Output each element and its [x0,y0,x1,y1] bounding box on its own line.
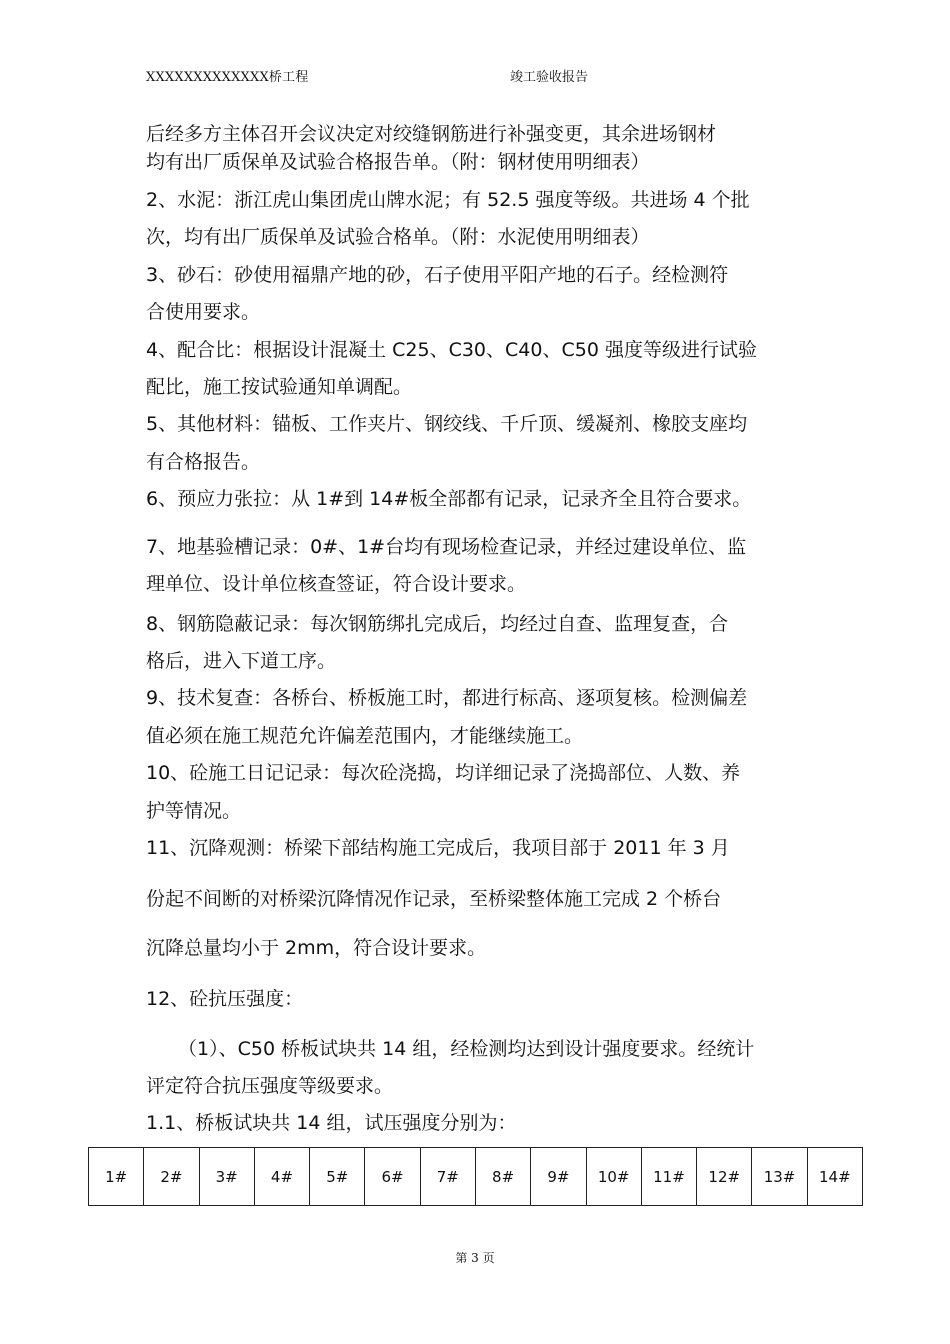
table-cell: 9# [531,1148,586,1206]
table-cell: 4# [254,1148,309,1206]
text-line: 合使用要求。 [146,301,261,323]
text-line: 9、技术复查：各桥台、桥板施工时，都进行标高、逐项复核。检测偏差 [146,687,748,709]
text-line: 值必须在施工规范允许偏差范围内，才能继续施工。 [146,725,584,747]
text-line: 8、钢筋隐蔽记录：每次钢筋绑扎完成后，均经过自查、监理复查，合 [146,613,729,635]
text-line: （1）、C50 桥板试块共 14 组，经检测均达到设计强度要求。经统计 [178,1038,755,1060]
header-project-title: XXXXXXXXXXXXX桥工程 [146,70,309,85]
text-line: 6、预应力张拉：从 1#到 14#板全部都有记录，记录齐全且符合要求。 [146,488,752,510]
text-line: 理单位、设计单位核查签证，符合设计要求。 [146,573,527,595]
table-cell: 13# [752,1148,807,1206]
table-cell: 10# [586,1148,641,1206]
text-line: 护等情况。 [146,800,242,822]
text-line: 次，均有出厂质保单及试验合格单。（附：水泥使用明细表） [146,226,650,248]
table-cell: 3# [199,1148,254,1206]
text-line: 格后，进入下道工序。 [146,650,337,672]
text-line: 后经多方主体召开会议决定对绞缝钢筋进行补强变更，其余进场钢材 [146,123,717,145]
table-row [89,1148,863,1206]
text-line: 12、砼抗压强度： [146,988,304,1010]
text-line: 5、其他材料：锚板、工作夹片、钢绞线、千斤顶、缓凝剂、橡胶支座均 [146,413,748,435]
text-line: 2、水泥：浙江虎山集团虎山牌水泥；有 52.5 强度等级。共进场 4 个批 [146,189,750,211]
table-cell: 2# [144,1148,199,1206]
table-cell: 8# [475,1148,530,1206]
table-cell: 1# [89,1148,144,1206]
text-line: 4、配合比：根据设计混凝土 C25、C30、C40、C50 强度等级进行试验 [146,339,757,361]
table-cell: 14# [807,1148,862,1206]
table-cell: 6# [365,1148,420,1206]
table-cell: 5# [310,1148,365,1206]
text-line: 有合格报告。 [146,451,261,473]
text-line: 均有出厂质保单及试验合格报告单。（附：钢材使用明细表） [146,151,650,173]
text-line: 1.1、桥板试块共 14 组，试压强度分别为： [146,1112,517,1134]
table-cell: 11# [641,1148,696,1206]
test-block-table [88,1147,863,1206]
table-cell: 7# [420,1148,475,1206]
text-line: 配比，施工按试验通知单调配。 [146,376,413,398]
text-line: 份起不间断的对桥梁沉降情况作记录，至桥梁整体施工完成 2 个桥台 [146,888,722,910]
text-line: 7、地基验槽记录：0#、1#台均有现场检查记录，并经过建设单位、监 [146,536,747,558]
page-number: 第 3 页 [455,1251,495,1265]
header-report-title: 竣工验收报告 [510,70,589,85]
text-line: 沉降总量均小于 2mm，符合设计要求。 [146,937,487,959]
text-line: 10、砼施工日记记录：每次砼浇捣，均详细记录了浇捣部位、人数、养 [146,762,741,784]
text-line: 11、沉降观测：桥梁下部结构施工完成后，我项目部于 2011 年 3 月 [146,837,730,859]
text-line: 评定符合抗压强度等级要求。 [146,1075,394,1097]
text-line: 3、砂石：砂使用福鼎产地的砂，石子使用平阳产地的石子。经检测符 [146,264,729,286]
table-cell: 12# [697,1148,752,1206]
